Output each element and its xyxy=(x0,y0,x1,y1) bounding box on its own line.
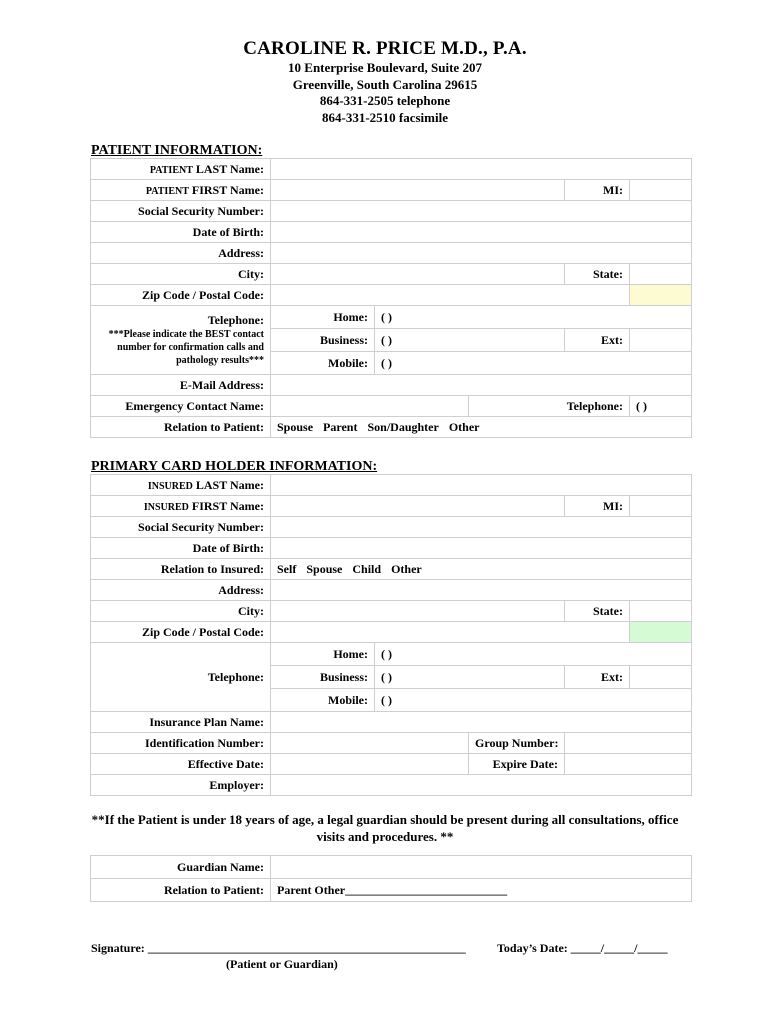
patient-relation-label: Relation to Patient: xyxy=(91,417,271,438)
patient-business-label: Business: xyxy=(271,329,375,352)
employer-field[interactable] xyxy=(271,775,692,796)
patient-info-table xyxy=(90,158,692,438)
insured-ssn-label: Social Security Number: xyxy=(91,517,271,538)
insured-relation-label: Relation to Insured: xyxy=(91,559,271,580)
insured-ssn-field[interactable] xyxy=(271,517,692,538)
emergency-contact-label: Emergency Contact Name: xyxy=(91,396,271,417)
guardian-name-field[interactable] xyxy=(271,856,692,879)
insured-city-label: City: xyxy=(91,601,271,622)
insured-first-name-label: FIRST Name: xyxy=(191,498,264,513)
practice-title: CAROLINE R. PRICE M.D., P.A. xyxy=(243,38,527,59)
patient-email-field[interactable] xyxy=(271,375,692,396)
patient-section-title: PATIENT INFORMATION: xyxy=(91,143,263,158)
guardian-relation-options[interactable]: Parent Other___________________________ xyxy=(271,879,692,902)
todays-date-line[interactable]: Today’s Date: _____/_____/_____ xyxy=(497,941,668,955)
expire-date-field[interactable] xyxy=(565,754,692,775)
insured-mi-field[interactable] xyxy=(630,496,692,517)
guardian-name-label: Guardian Name: xyxy=(91,856,271,879)
insured-ext-field[interactable] xyxy=(630,666,692,689)
patient-zip-highlight[interactable] xyxy=(630,285,692,306)
patient-telephone-label: Telephone: xyxy=(207,313,264,327)
insured-home-label: Home: xyxy=(271,643,375,666)
relation-option-parent[interactable]: Parent xyxy=(323,419,358,434)
practice-fax: 864-331-2510 facsimile xyxy=(321,110,448,125)
patient-first-name-label: FIRST Name: xyxy=(191,182,264,197)
insured-ext-label: Ext: xyxy=(565,666,630,689)
group-number-label: Group Number: xyxy=(469,733,565,754)
emergency-contact-field[interactable] xyxy=(271,396,469,417)
patient-ext-label: Ext: xyxy=(565,329,630,352)
practice-phone: 864-331-2505 telephone xyxy=(319,93,451,108)
patient-first-prefix: PATIENT xyxy=(145,185,189,197)
insured-state-label: State: xyxy=(565,601,630,622)
insurance-plan-field[interactable] xyxy=(271,712,692,733)
patient-address-label: Address: xyxy=(91,243,271,264)
emergency-telephone-label: Telephone: xyxy=(469,396,630,417)
patient-email-label: E-Mail Address: xyxy=(91,375,271,396)
insured-dob-label: Date of Birth: xyxy=(91,538,271,559)
identification-number-label: Identification Number: xyxy=(91,733,271,754)
patient-state-label: State: xyxy=(565,264,630,285)
patient-mi-label: MI: xyxy=(565,180,630,201)
effective-date-field[interactable] xyxy=(271,754,469,775)
patient-ssn-label: Social Security Number: xyxy=(91,201,271,222)
insured-zip-label: Zip Code / Postal Code: xyxy=(91,622,271,643)
patient-home-field[interactable]: ( ) xyxy=(375,306,692,329)
insured-option-spouse[interactable]: Spouse xyxy=(306,561,343,576)
insured-address-label: Address: xyxy=(91,580,271,601)
insured-city-field[interactable] xyxy=(271,601,565,622)
insured-business-label: Business: xyxy=(271,666,375,689)
insured-address-field[interactable] xyxy=(271,580,692,601)
patient-address-field[interactable] xyxy=(271,243,692,264)
patient-relation-options xyxy=(271,417,692,438)
patient-zip-field[interactable] xyxy=(271,285,630,306)
practice-address-line1: 10 Enterprise Boulevard, Suite 207 xyxy=(288,60,482,75)
insured-state-field[interactable] xyxy=(630,601,692,622)
insured-zip-highlight[interactable] xyxy=(630,622,692,643)
insured-section-title: PRIMARY CARD HOLDER INFORMATION: xyxy=(91,459,378,474)
patient-mobile-field[interactable]: ( ) xyxy=(375,352,692,375)
patient-dob-label: Date of Birth: xyxy=(91,222,271,243)
insured-mobile-field[interactable]: ( ) xyxy=(375,689,692,712)
insured-mi-label: MI: xyxy=(565,496,630,517)
practice-address-line2: Greenville, South Carolina 29615 xyxy=(292,77,478,92)
insured-zip-field[interactable] xyxy=(271,622,630,643)
insured-first-prefix: INSURED xyxy=(143,501,189,513)
patient-first-name-field[interactable] xyxy=(271,180,565,201)
patient-business-field[interactable]: ( ) xyxy=(375,329,565,352)
patient-state-field[interactable] xyxy=(630,264,692,285)
guardian-table xyxy=(90,855,692,902)
signature-sublabel: (Patient or Guardian) xyxy=(226,957,338,971)
patient-home-label: Home: xyxy=(271,306,375,329)
guardian-note: **If the Patient is under 18 years of age, a legal guardian should be present during all consultations, office visits and procedures. ** xyxy=(91,812,679,844)
patient-ssn-field[interactable] xyxy=(271,201,692,222)
insured-relation-options xyxy=(271,559,692,580)
group-number-field[interactable] xyxy=(565,733,692,754)
insurance-plan-label: Insurance Plan Name: xyxy=(91,712,271,733)
insured-option-self[interactable]: Self xyxy=(277,561,297,576)
patient-last-name-field[interactable] xyxy=(271,159,692,180)
patient-mi-field[interactable] xyxy=(630,180,692,201)
patient-city-label: City: xyxy=(91,264,271,285)
identification-number-field[interactable] xyxy=(271,733,469,754)
emergency-telephone-field[interactable]: ( ) xyxy=(630,396,692,417)
insured-dob-field[interactable] xyxy=(271,538,692,559)
insured-info-table xyxy=(90,474,692,796)
insured-last-prefix: INSURED xyxy=(147,480,193,492)
insured-business-field[interactable]: ( ) xyxy=(375,666,565,689)
signature-line[interactable]: Signature: _____________________________________________________ xyxy=(91,941,466,955)
relation-option-son-daughter[interactable]: Son/Daughter xyxy=(367,419,439,434)
insured-first-name-field[interactable] xyxy=(271,496,565,517)
employer-label: Employer: xyxy=(91,775,271,796)
insured-mobile-label: Mobile: xyxy=(271,689,375,712)
insured-option-other[interactable]: Other xyxy=(391,561,422,576)
relation-option-spouse[interactable]: Spouse xyxy=(277,419,314,434)
insured-option-child[interactable]: Child xyxy=(352,561,382,576)
expire-date-label: Expire Date: xyxy=(469,754,565,775)
patient-ext-field[interactable] xyxy=(630,329,692,352)
patient-mobile-label: Mobile: xyxy=(271,352,375,375)
patient-zip-label: Zip Code / Postal Code: xyxy=(91,285,271,306)
patient-telephone-note: ***Please indicate the BEST contact number for confirmation calls and pathology results*** xyxy=(108,329,264,366)
patient-dob-field[interactable] xyxy=(271,222,692,243)
insured-home-field[interactable]: ( ) xyxy=(375,643,692,666)
patient-last-prefix: PATIENT xyxy=(149,164,193,176)
patient-city-field[interactable] xyxy=(271,264,565,285)
relation-option-other[interactable]: Other xyxy=(448,419,480,434)
insured-last-name-field[interactable] xyxy=(271,475,692,496)
guardian-relation-label: Relation to Patient: xyxy=(91,879,271,902)
effective-date-label: Effective Date: xyxy=(91,754,271,775)
patient-last-name-label: LAST Name: xyxy=(195,161,264,176)
insured-telephone-label: Telephone: xyxy=(91,643,271,712)
insured-last-name-label: LAST Name: xyxy=(195,477,264,492)
